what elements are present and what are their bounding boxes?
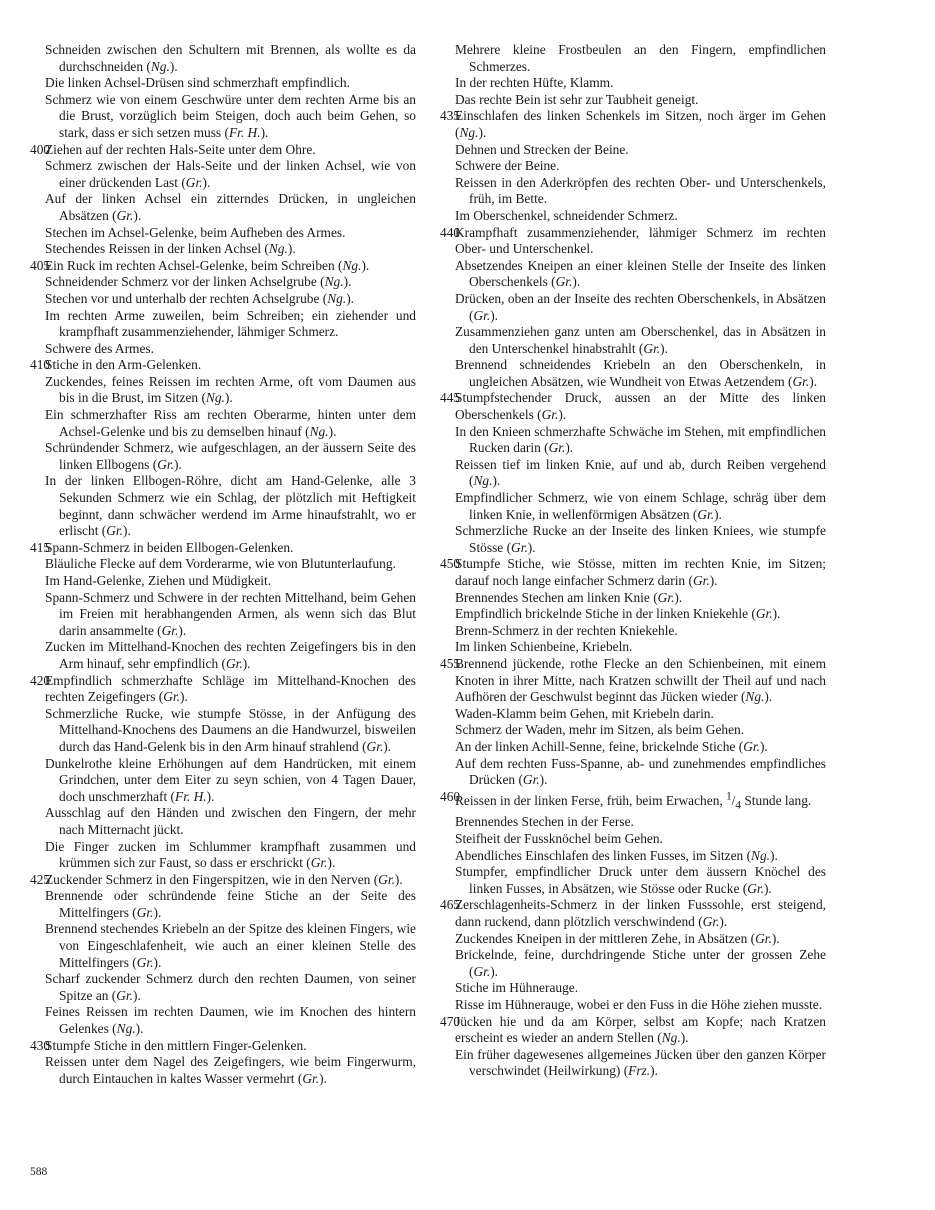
entry-text: Brennende oder schründende feine Stiche an der Seite des Mittelfingers (Gr.). [45,888,416,920]
symptom-entry [30,258,416,275]
symptom-entry [30,407,416,440]
entry-number: 435 [440,108,461,124]
entry-text: Stiche im Hühnerauge. [455,980,579,996]
symptom-entry [30,473,416,539]
symptom-entry [30,357,416,374]
entry-text: Die Finger zucken im Schlummer krampfhaft zusammen und krümmen sich zur Faust, so dass er erschrickt (Gr.). [45,838,416,871]
entry-number: 445 [440,390,461,406]
entry-text: Reissen tief im linken Knie, auf und ab, durch Reiben vergehend (Ng.). [455,456,826,489]
entry-text: Stumpfstechender Druck, aussen an der Mitte des linken Oberschenkels (Gr.). [455,390,826,423]
symptom-entry [440,175,826,208]
entry-text: Empfindlicher Schmerz, wie von einem Schlage, schräg über dem linken Knie, in wellenförmigen Absätzen (Gr.). [455,490,826,522]
entry-text: Zucken im Mittelhand-Knochen des rechten Zeigefingers bis in den Arm hinauf, sehr empfindlich (Gr.). [45,639,416,671]
entry-text: Zusammenziehen ganz unten am Oberschenkel, das in Absätzen in den Unterschenkel hinabstrahlt (Gr.). [455,324,826,356]
symptom-entry [30,921,416,971]
entry-text: Ziehen auf der rechten Hals-Seite unter dem Ohre. [45,141,316,157]
symptom-entry [440,722,826,739]
symptom-entry [30,274,416,291]
entry-text: Im Hand-Gelenke, Ziehen und Müdigkeit. [45,573,272,588]
symptom-entry [440,158,826,175]
symptom-entry [440,756,826,789]
symptom-entry [30,142,416,159]
entry-text: Schneiden zwischen den Schultern mit Brennen, als wollte es da durchschneiden (Ng.). [45,42,416,74]
entry-text: Einschlafen des linken Schenkels im Sitzen, noch ärger im Gehen (Ng.). [455,108,826,140]
symptom-entry [30,639,416,672]
symptom-entry [30,839,416,872]
entry-text: Stechen vor und unterhalb der rechten Achselgrube (Ng.). [45,290,355,306]
symptom-entry [440,142,826,159]
entry-text: Dunkelrothe kleine Erhöhungen auf dem Handrücken, mit einem Grindchen, unter dem Eiter zu seyn schien, von 4 Tagen Dauer, doch unschmerzhaft (Fr. H.). [45,755,416,804]
symptom-entry [440,656,826,706]
entry-text: Scharf zuckender Schmerz durch den rechten Daumen, von seiner Spitze an (Gr.). [45,971,416,1003]
symptom-entry [30,42,416,75]
symptom-entry [440,931,826,948]
symptom-entry [440,457,826,490]
symptom-entry [440,42,826,75]
entry-text: Schmerz der Waden, mehr im Sitzen, als beim Gehen. [455,722,745,738]
symptom-entry [30,291,416,308]
entry-text: Schwere des Armes. [45,340,154,356]
entry-text: Stumpfer, empfindlicher Druck unter dem äussern Knöchel des linken Fusses, in Absätzen, wie Stösse oder Rucke (Gr.). [455,864,826,896]
symptom-entry [30,75,416,92]
symptom-entry [30,158,416,191]
symptom-entry [30,872,416,889]
symptom-entry [30,706,416,756]
entry-text: Im rechten Arme zuweilen, beim Schreiben; ein ziehender und krampfhaft zusammenziehender, lähmiger Schmerz. [45,307,416,340]
entry-text: Schmerzliche Rucke, wie stumpfe Stösse, in der Anfügung des Mittelhand-Knochens des Daumens an die Handwurzel, bisweilen durch das Hand-Gelenk bis in den Arm hinauf strahlend (Gr.). [45,705,416,754]
entry-number: 440 [440,224,461,240]
entry-text: Schneidender Schmerz vor der linken Achselgrube (Ng.). [45,274,352,290]
symptom-entry [440,258,826,291]
symptom-entry [30,805,416,838]
symptom-entry [440,980,826,997]
entry-text: An der linken Achill-Senne, feine, brickelnde Stiche (Gr.). [455,738,768,754]
entry-text: Stechen im Achsel-Gelenke, beim Aufheben des Armes. [45,224,346,240]
symptom-entry [440,1014,826,1047]
entry-number: 450 [440,556,461,572]
entry-text: Jücken hie und da am Körper, selbst am Kopfe; nach Kratzen erscheint es wieder an andern Stellen (Ng.). [455,1013,826,1046]
entry-text: Auf dem rechten Fuss-Spanne, ab- und zunehmendes empfindliches Drücken (Gr.). [455,755,826,788]
entry-text: Ein schmerzhafter Riss am rechten Oberarme, hinten unter dem Achsel-Gelenke und bis zu demselben hinauf (Ng.). [45,407,416,439]
symptom-entry [440,848,826,865]
entry-text: Brennendes Stechen in der Ferse. [455,814,634,830]
entry-text: Im Oberschenkel, schneidender Schmerz. [455,207,678,223]
symptom-entry [30,225,416,242]
symptom-entry [440,490,826,523]
entry-text: Drücken, oben an der Inseite des rechten Oberschenkels, in Absätzen (Gr.). [455,290,826,323]
entry-text: Brennendes Stechen am linken Knie (Gr.). [455,589,683,605]
symptom-entry [440,897,826,930]
entry-text: Stechendes Reissen in der linken Achsel (Ng.). [45,241,296,257]
symptom-entry [440,92,826,109]
symptom-entry [30,308,416,341]
symptom-entry [440,590,826,607]
symptom-entry [30,756,416,806]
entry-text: Brennend stechendes Kriebeln an der Spitze des kleinen Fingers, wie von Eingeschlafenheit, wie auch an einer kleinen Stelle des Mittelfingers (Gr.). [45,921,416,970]
entry-text: Ein Ruck im rechten Achsel-Gelenke, beim Schreiben (Ng.). [45,257,370,273]
symptom-entry [440,706,826,723]
symptom-entry [440,864,826,897]
symptom-entry [30,1038,416,1055]
symptom-entry [30,92,416,142]
symptom-entry [440,357,826,390]
entry-text: Reissen in der linken Ferse, früh, beim Erwachen, $^1/_4$ Stunde lang. [455,790,812,812]
symptom-entry [30,556,416,573]
entry-text: Empfindlich brickelnde Stiche in der linken Kniekehle (Gr.). [455,606,781,622]
entry-text: Zuckendes, feines Reissen im rechten Arme, oft vom Daumen aus bis in die Brust, im Sitzen (Ng.). [45,373,416,406]
symptom-entry [440,291,826,324]
entry-text: Reissen in den Aderkröpfen des rechten Ober- und Unterschenkels, früh, im Bette. [455,174,826,207]
entry-text: Bläuliche Flecke auf dem Vorderarme, wie von Blutunterlaufung. [45,556,396,572]
symptom-entry [30,191,416,224]
symptom-entry [440,324,826,357]
symptom-entry [440,1047,826,1080]
entry-text: Absetzendes Kneipen an einer kleinen Stelle der Inseite des linken Oberschenkels (Gr.). [455,257,826,290]
entry-text: Risse im Hühnerauge, wobei er den Fuss in die Höhe ziehen musste. [455,996,823,1012]
right-column [440,42,826,1080]
entry-text: Auf der linken Achsel ein zitterndes Drücken, in ungleichen Absätzen (Gr.). [45,191,416,223]
entry-text: Im linken Schienbeine, Kriebeln. [455,639,633,655]
entry-number: 460 [440,788,461,804]
entry-text: Stumpfe Stiche in den mittlern Finger-Gelenken. [45,1037,307,1053]
entry-text: Schwere der Beine. [455,158,560,174]
symptom-entry [440,75,826,92]
symptom-entry [440,606,826,623]
entry-text: Schmerz wie von einem Geschwüre unter dem rechten Arme bis an die Brust, vorzüglich beim Steigen, doch auch beim Gehen, so stark, dass er sich setzen muss (Fr. H.). [45,91,416,140]
entry-text: Steifheit der Fussknöchel beim Gehen. [455,831,663,847]
entry-text: Spann-Schmerz in beiden Ellbogen-Gelenken. [45,539,294,555]
entry-text: Brennend jückende, rothe Flecke an den Schienbeinen, mit einem Knoten in ihrer Mitte, nach Kratzen schwillt der Theil auf und nach Aufhören der Geschwulst beginnt das Jücken wieder (Ng.). [455,655,826,705]
entry-text: Krampfhaft zusammenziehender, lähmiger Schmerz im rechten Ober- und Unterschenkel. [455,224,826,257]
symptom-entry [30,540,416,557]
symptom-entry [440,556,826,589]
symptom-entry [440,789,826,815]
entry-number: 430 [30,1037,51,1053]
symptom-entry [440,225,826,258]
symptom-entry [440,639,826,656]
entry-number: 470 [440,1013,461,1029]
symptom-entry [440,208,826,225]
entry-text: Ein früher dagewesenes allgemeines Jücken über den ganzen Körper verschwindet (Heilwirkung) (Frz.). [455,1046,826,1079]
entry-text: Feines Reissen im rechten Daumen, wie im Knochen des hintern Gelenkes (Ng.). [45,1004,416,1037]
entry-text: Spann-Schmerz und Schwere in der rechten Mittelhand, beim Gehen im Freien mit herabhangenden Armen, als wenn sich das Blut darin ansammelte (Gr.). [45,589,416,638]
entry-text: Reissen unter dem Nagel des Zeigefingers, wie beim Fingerwurm, durch Eintauchen in kaltes Wasser vermehrt (Gr.). [45,1054,416,1086]
entry-text: Zerschlagenheits-Schmerz in der linken Fusssohle, erst steigend, dann ruckend, dann plötzlich verschwindend (Gr.). [455,897,826,930]
entry-text: In der linken Ellbogen-Röhre, dicht am Hand-Gelenke, alle 3 Sekunden Schmerz wie ein Schlag, der plötzlich mit Heftigkeit beginnt, dann schwächer werdend im Arme hinaufstrahlt, wo er erlischt (Gr.). [45,473,416,539]
entry-number: 410 [30,357,51,373]
symptom-entry [30,440,416,473]
symptom-entry [30,888,416,921]
symptom-entry [440,108,826,141]
entry-number: 455 [440,655,461,671]
entry-text: Die linken Achsel-Drüsen sind schmerzhaft empfindlich. [45,75,350,91]
entry-text: Brenn-Schmerz in der rechten Kniekehle. [455,622,678,638]
entry-number: 405 [30,257,51,273]
symptom-entry [440,739,826,756]
symptom-entry [30,374,416,407]
entry-text: Das rechte Bein ist sehr zur Taubheit geneigt. [455,91,699,107]
symptom-entry [440,997,826,1014]
entry-number: 415 [30,539,51,555]
entry-text: Mehrere kleine Frostbeulen an den Fingern, empfindlichen Schmerzes. [455,42,826,74]
entry-text: Dehnen und Strecken der Beine. [455,141,629,157]
symptom-entry [440,523,826,556]
entry-number: 425 [30,871,51,887]
symptom-entry [440,814,826,831]
entry-number: 420 [30,672,51,688]
entry-text: Schmerzliche Rucke an der Inseite des linken Kniees, wie stumpfe Stösse (Gr.). [455,523,826,555]
entry-text: In der rechten Hüfte, Klamm. [455,75,614,91]
entry-number: 465 [440,897,461,913]
entry-text: Brickelnde, feine, durchdringende Stiche unter der grossen Zehe (Gr.). [455,947,826,979]
symptom-entry [440,390,826,423]
symptom-entry [30,673,416,706]
symptom-entry [30,1054,416,1087]
symptom-entry [30,241,416,258]
symptom-entry [440,623,826,640]
entry-text: Schründender Schmerz, wie aufgeschlagen, an der äussern Seite des linken Ellbogens (Gr.). [45,440,416,472]
entry-text: Waden-Klamm beim Gehen, mit Kriebeln darin. [455,705,714,721]
entry-text: Empfindlich schmerzhafte Schläge im Mittelhand-Knochen des rechten Zeigefingers (Gr.). [45,672,416,705]
symptom-entry [440,424,826,457]
entry-text: Stumpfe Stiche, wie Stösse, mitten im rechten Knie, im Sitzen; darauf noch lange einfacher Schmerz darin (Gr.). [455,556,826,588]
left-column [30,42,416,1087]
entry-number: 400 [30,141,51,157]
symptom-entry [440,947,826,980]
entry-text: Ausschlag auf den Händen und zwischen den Fingern, der mehr nach Mitternacht jückt. [45,805,416,837]
page-number: 588 [30,1166,48,1178]
symptom-entry [30,341,416,358]
symptom-entry [30,590,416,640]
entry-text: Schmerz zwischen der Hals-Seite und der linken Achsel, wie von einer drückenden Last (Gr.). [45,158,416,190]
entry-text: In den Knieen schmerzhafte Schwäche im Stehen, mit empfindlichen Rucken darin (Gr.). [455,423,826,456]
entry-text: Stiche in den Arm-Gelenken. [45,357,202,373]
symptom-entry [30,971,416,1004]
entry-text: Abendliches Einschlafen des linken Fusses, im Sitzen (Ng.). [455,847,778,863]
entry-text: Zuckender Schmerz in den Fingerspitzen, wie in den Nerven (Gr.). [45,871,403,887]
entry-text: Brennend schneidendes Kriebeln an den Oberschenkeln, in ungleichen Absätzen, wie Wundheit von Etwas Aetzendem (Gr.). [455,357,826,389]
symptom-entry [30,1004,416,1037]
entry-text: Zuckendes Kneipen in der mittleren Zehe, in Absätzen (Gr.). [455,930,780,946]
symptom-entry [440,831,826,848]
symptom-entry [30,573,416,590]
